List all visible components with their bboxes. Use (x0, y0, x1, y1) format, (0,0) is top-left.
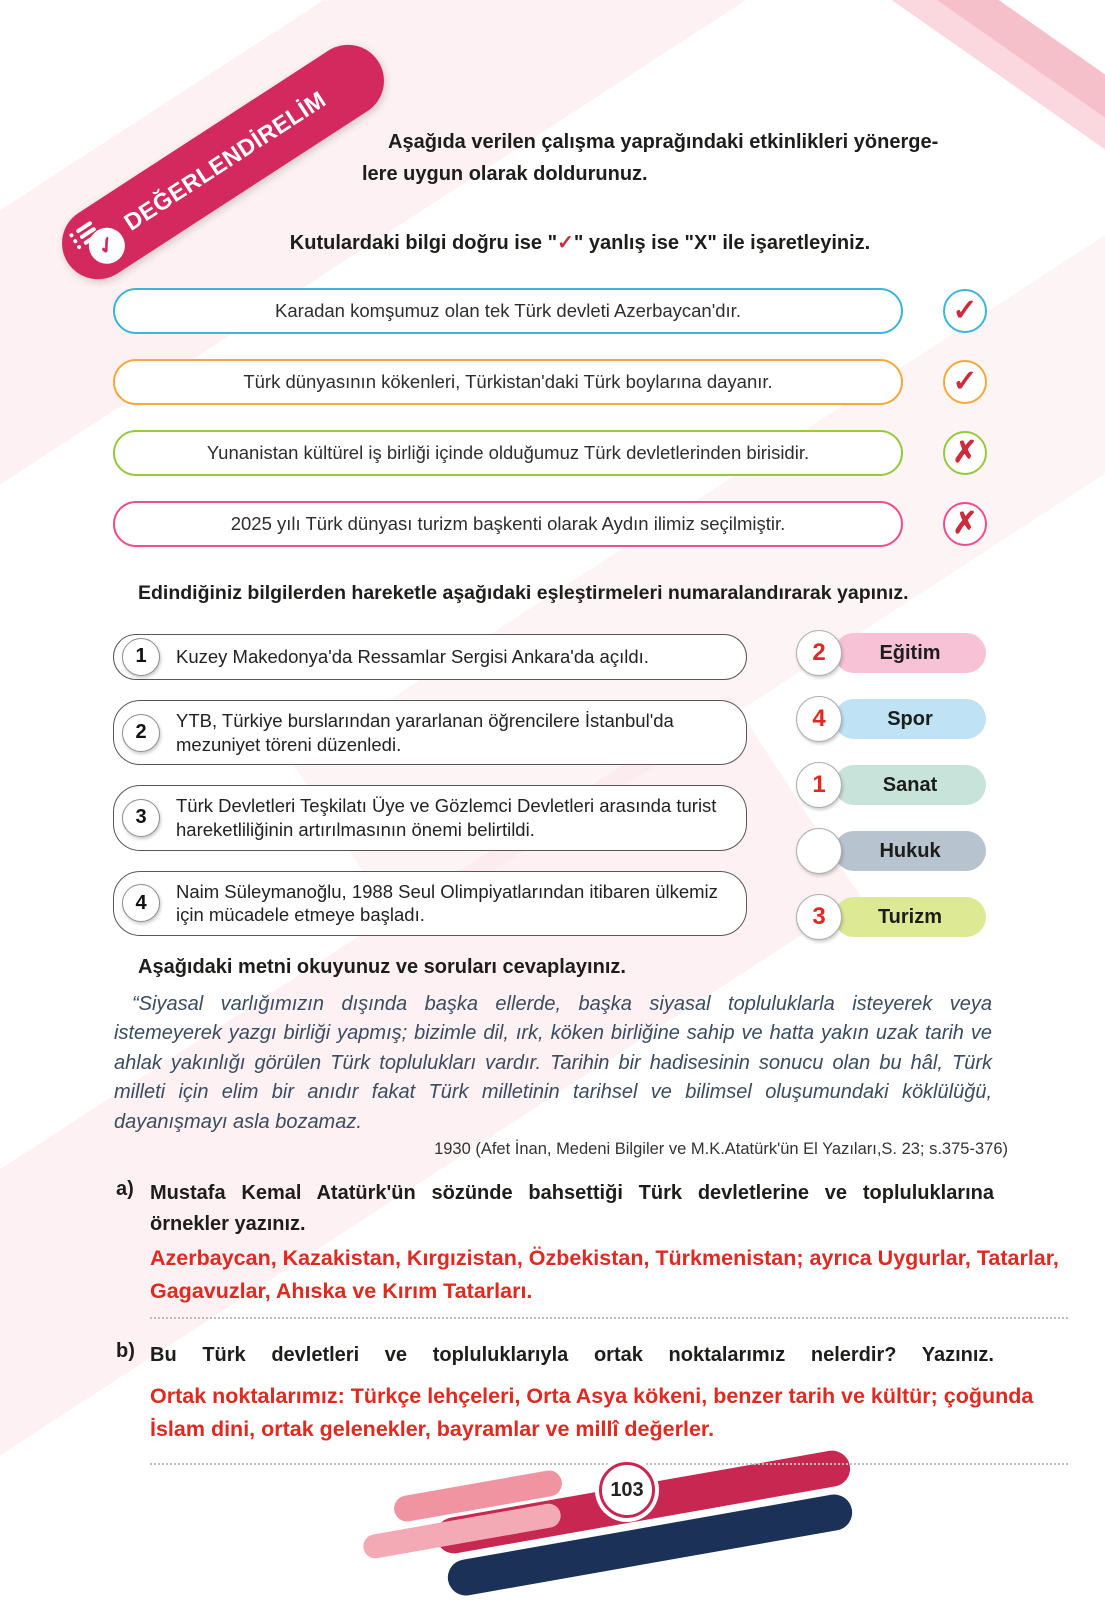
check-mark-icon: ✓ (952, 365, 978, 398)
x-mark-icon: ✗ (952, 507, 978, 540)
category-chip: Sanat (834, 765, 986, 805)
category-answer-circle[interactable]: 4 (796, 696, 842, 742)
statement-text: Türk Devletleri Teşkilatı Üye ve Gözlemci Devletleri arasında turist hareketliliğinin artırılmasının önemi belirtildi. (176, 795, 717, 841)
intro-text (362, 126, 1018, 190)
true-false-row (113, 501, 993, 547)
quote-source: 1930 (Afet İnan, Medeni Bilgiler ve M.K.Atatürk'ün El Yazıları,S. 23; s.375-376) (434, 1140, 1008, 1158)
matching-instruction: Edindiğiniz bilgilerden hareketle aşağıdaki eşleştirmeleri numaralandırarak yapınız. (138, 582, 909, 604)
statement-text: Naim Süleymanoğlu, 1988 Seul Olimpiyatlarından itibaren ülkemiz için mücadele etmeye başladı. (176, 880, 718, 926)
x-mark-icon: ✗ (952, 436, 978, 469)
category-row (796, 630, 986, 676)
answer-mark-circle[interactable] (943, 502, 987, 546)
question-b-text: Bu Türk devletleri ve topluluklarıyla ortak noktalarımız nelerdir? Yazınız. (150, 1344, 994, 1366)
category-row (796, 894, 986, 940)
statement-text: 2025 yılı Türk dünyası turizm başkenti olarak Aydın ilimiz seçilmiştir. (230, 513, 786, 534)
question-b (116, 1340, 994, 1371)
reading-instruction: Aşağıdaki metni okuyunuz ve soruları cevaplayınız. (138, 956, 626, 978)
statement-box (113, 288, 903, 334)
statement-number-circle: 1 (122, 638, 160, 676)
category-answer-circle[interactable] (796, 828, 842, 874)
category-answer-circle[interactable]: 3 (796, 894, 842, 940)
category-row (796, 828, 986, 874)
check-mark-icon: ✓ (952, 294, 978, 327)
statement-text: Türk dünyasının kökenleri, Türkistan'daki Türk boylarına dayanır. (243, 371, 773, 392)
true-false-row (113, 430, 993, 476)
category-answer-circle[interactable]: 1 (796, 762, 842, 808)
category-row (796, 762, 986, 808)
question-b-label: b) (116, 1340, 135, 1362)
question-a-text: Mustafa Kemal Atatürk'ün sözünde bahsettiği Türk devletlerine ve topluluklarına örnekler yazınız. (150, 1182, 994, 1235)
answer-b (150, 1380, 1068, 1465)
question-a-label: a) (116, 1178, 134, 1200)
statement-text: Yunanistan kültürel iş birliği içinde olduğumuz Türk devletlerinden birisidir. (206, 442, 810, 463)
category-chip: Turizm (834, 897, 986, 937)
answer-a-text: Azerbaycan, Kazakistan, Kırgızistan, Özbekistan, Türkmenistan; ayrıca Uygurlar, Tatarlar, Gagavuzlar, Ahıska ve Kırım Tatarları. (150, 1242, 1068, 1319)
statement-text: Kuzey Makedonya'da Ressamlar Sergisi Ankara'da açıldı. (176, 646, 649, 668)
instruction-part-2: " yanlış ise "X" ile işaretleyiniz. (573, 232, 871, 254)
category-row (796, 696, 986, 742)
category-chip: Hukuk (834, 831, 986, 871)
statement-number-circle: 2 (122, 714, 160, 752)
statement-number-circle: 4 (122, 884, 160, 922)
statement-box (113, 430, 903, 476)
answer-mark-circle[interactable] (943, 289, 987, 333)
answer-b-text: Ortak noktalarımız: Türkçe lehçeleri, Orta Asya kökeni, benzer tarih ve kültür; çoğunda İslam dini, ortak gelenekler, bayramlar ve millî değerler. (150, 1380, 1068, 1465)
instruction-part-1: Kutulardaki bilgi doğru ise " (289, 232, 558, 254)
statement-box (113, 359, 903, 405)
matching-statement-list (113, 634, 747, 936)
check-glyph: ✓ (92, 229, 122, 261)
category-chip: Eğitim (834, 633, 986, 673)
check-glyph: ✓ (557, 232, 574, 254)
statement-text: Karadan komşumuz olan tek Türk devleti Azerbaycan'dır. (275, 300, 741, 321)
category-list (796, 630, 986, 940)
answer-a (150, 1242, 1068, 1319)
statement-text: YTB, Türkiye burslarından yararlanan öğrencilere İstanbul'da mezuniyet töreni düzenledi. (176, 710, 674, 755)
quote-text: “Siyasal varlığımızın dışında başka ellerde, başka siyasal topluluklarla isteyerek veya istemeyerek yazgı birliği yapmış; bizimle dil, ırk, köken birliğine sahip ve hatta yakın uzak tarih ve ahlak yakınlığı görülen Türk toplulukları vardır. Tarihin bir hadisesinin sonucu olan bu hâl, Türk milleti için elim bir anıdır fakat Türk milletinin tarihsel ve bilimsel oluşumundaki köklülüğü, dayanışmayı asla bozamaz. (114, 993, 992, 1133)
question-a (116, 1178, 994, 1240)
true-false-list (113, 288, 993, 547)
category-answer-circle[interactable]: 2 (796, 630, 842, 676)
matching-statement (113, 871, 747, 936)
statement-number-circle: 3 (122, 799, 160, 837)
page-number: 103 (610, 1478, 644, 1501)
true-false-instruction (150, 230, 1010, 255)
answer-mark-circle[interactable] (943, 360, 987, 404)
category-chip: Spor (834, 699, 986, 739)
matching-statement (113, 700, 747, 765)
section-title: DEĞERLENDİRELİM (119, 85, 331, 236)
matching-statement (113, 785, 747, 850)
intro-line-1: Aşağıda verilen çalışma yaprağındaki etkinlikleri yönerge- (388, 131, 939, 153)
true-false-row (113, 288, 993, 334)
intro-line-2: lere uygun olarak doldurunuz. (362, 163, 648, 185)
answer-mark-circle[interactable] (943, 431, 987, 475)
page-number-badge (599, 1462, 655, 1518)
matching-statement (113, 634, 747, 680)
true-false-row (113, 359, 993, 405)
statement-box (113, 501, 903, 547)
